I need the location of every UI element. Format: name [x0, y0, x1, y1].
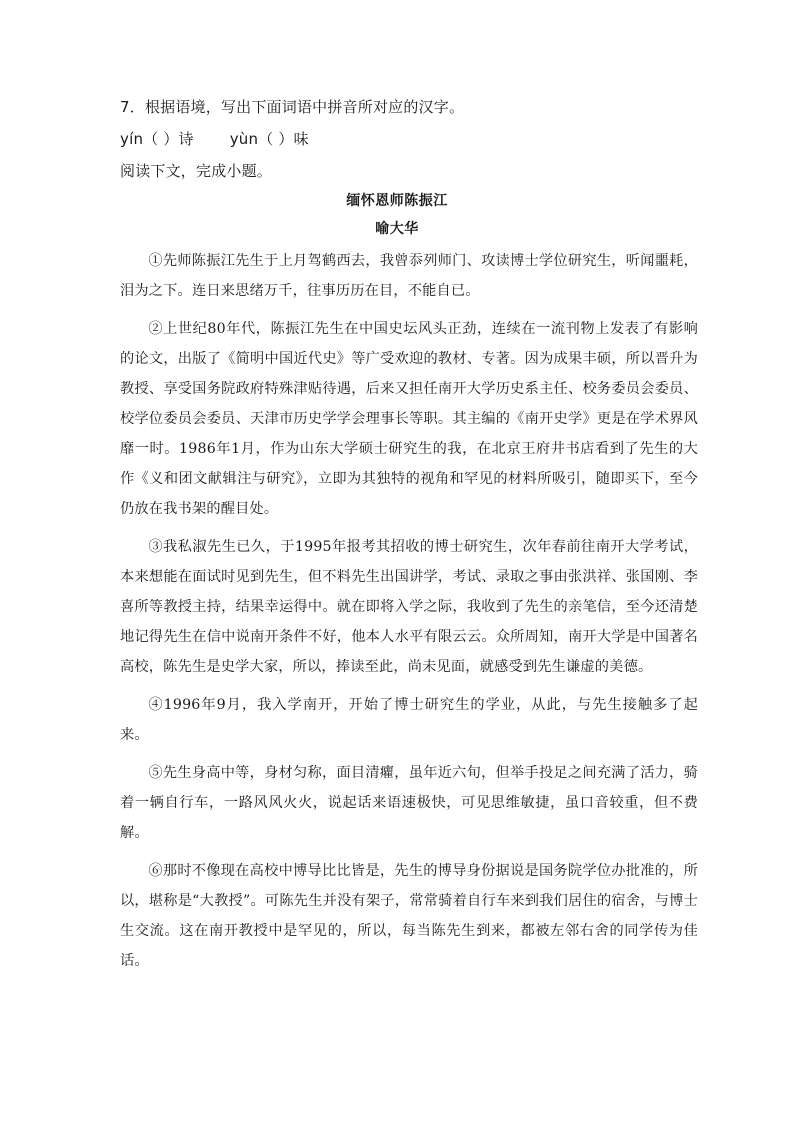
- answer-blank[interactable]: （ ）: [143, 130, 179, 148]
- paragraph-6: ⑥那时不像现在高校中博导比比皆是，先生的博导身份据说是国务院学位办批准的，所以，堪称是“大教授”。可陈先生并没有架子，常常骑着自行车来到我们居住的宿舍，与博士生交流。这在南开教授中是罕见的，所以，每当陈先生到来，都被左邻右舍的同学传为佳话。: [120, 863, 698, 969]
- article-body: [120, 246, 698, 984]
- pinyin-row: [120, 128, 345, 149]
- article-title: 缅怀恩师陈振江: [346, 193, 448, 209]
- paragraph-2: ②上世纪80年代，陈振江先生在中国史坛风头正劲，连续在一流刊物上发表了有影响的论文，出版了《简明中国近代史》等广受欢迎的教材、专著。因为成果丰硕，所以晋升为教授、享受国务院政府特殊津贴待遇，后来又担任南开大学历史系主任、校务委员会委员、校学位委员会委员、天津市历史学学会理事长等职。其主编的《南开史学》更是在学术界风靡一时。1986年1月，作为山东大学硕士研究生的我，在北京王府井书店看到了先生的大作《义和团文献辑注与研究》，立即为其独特的视角和罕见的材料所吸引，随即买下，至今仍放在我书架的醒目处。: [120, 321, 698, 517]
- paragraph-5: ⑤先生身高中等，身材匀称，面目清癯，虽年近六旬，但举手投足之间充满了活力，骑着一辆自行车，一路风风火火，说起话来语速极快，可见思维敏捷，虽口音较重，但不费解。: [120, 765, 698, 841]
- question-prompt: 7．根据语境，写出下面词语中拼音所对应的汉字。: [120, 98, 465, 116]
- answer-blank[interactable]: （ ）: [258, 130, 294, 148]
- reading-instruction: 阅读下文，完成小题。: [120, 162, 273, 180]
- pinyin-text: yùn: [229, 130, 259, 148]
- paragraph-3: ③我私淑先生已久，于1995年报考其招收的博士研究生，次年春前往南开大学考试，本来想能在面试时见到先生，但不料先生出国讲学，考试、录取之事由张洪祥、张国刚、李喜所等教授主持，结果幸运得中。就在即将入学之际，我收到了先生的亲笔信，至今还清楚地记得先生在信中说南开条件不好，他本人水平有限云云。众所周知，南开大学是中国著名高校，陈先生是史学大家，所以，捧读至此，尚未见面，就感受到先生谦虚的美德。: [120, 539, 698, 675]
- pinyin-text: yín: [120, 130, 144, 148]
- word-tail: 诗: [178, 130, 194, 148]
- pinyin-item-1: [120, 128, 194, 149]
- pinyin-item-2: [230, 128, 309, 149]
- word-tail: 味: [293, 130, 309, 148]
- paragraph-4: ④1996年9月，我入学南开，开始了博士研究生的学业，从此，与先生接触多了起来。: [120, 697, 698, 743]
- paragraph-1: ①先师陈振江先生于上月驾鹤西去，我曾忝列师门、攻读博士学位研究生，听闻噩耗，泪为之下。连日来思绪万千，往事历历在目，不能自已。: [120, 253, 698, 299]
- article-author: 喻大华: [375, 221, 419, 237]
